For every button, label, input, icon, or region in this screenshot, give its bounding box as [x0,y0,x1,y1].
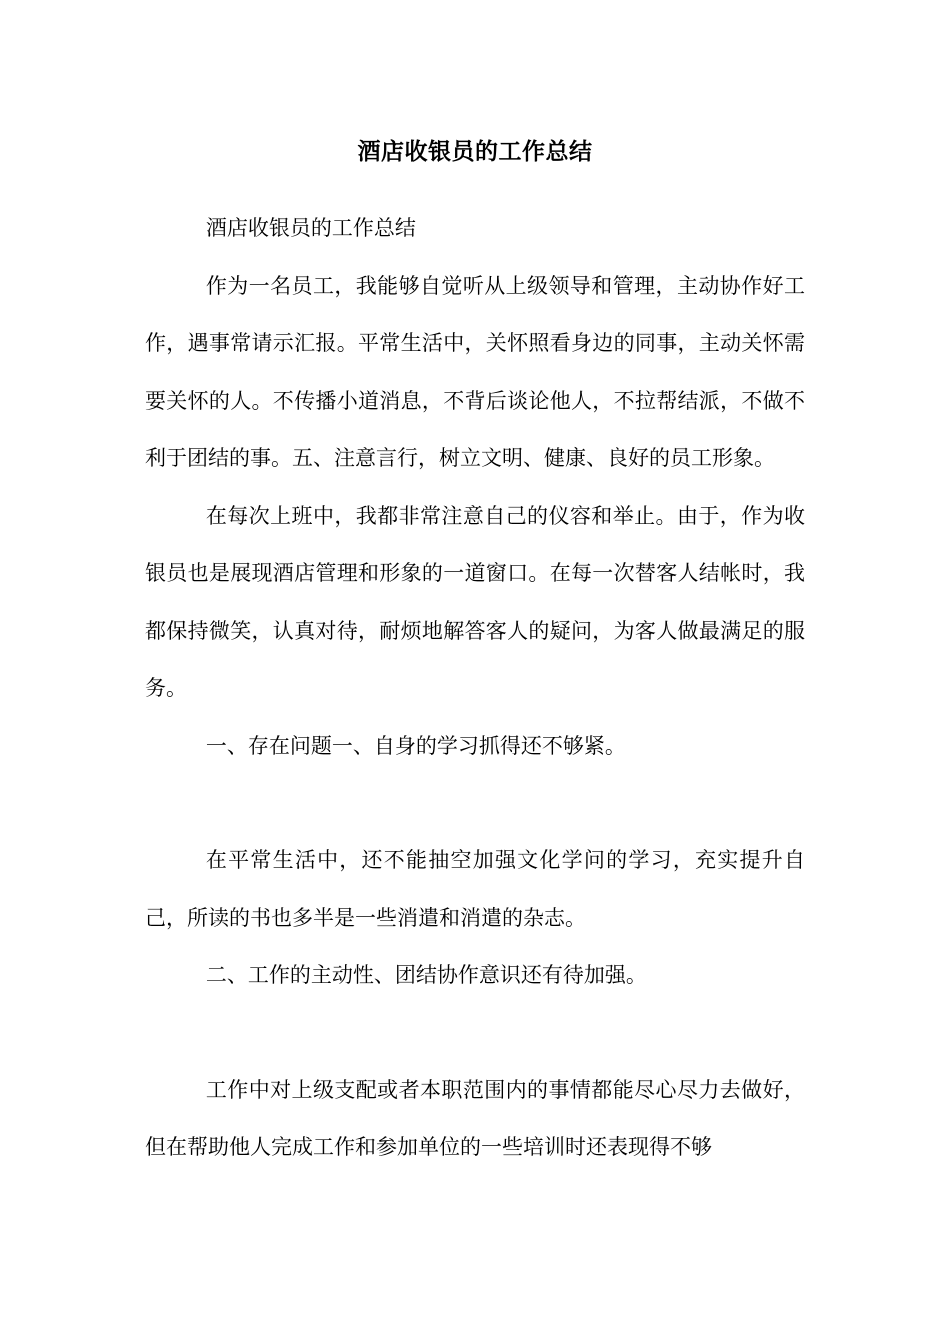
paragraph-initiative: 工作中对上级支配或者本职范围内的事情都能尽心尽力去做好，但在帮助他人完成工作和参加单位的一些培训时还表现得不够 [145,1077,805,1159]
paragraph-appearance: 在每次上班中，我都非常注意自己的仪容和举止。由于，作为收银员也是展现酒店管理和形象的一道窗口。在每一次替客人结帐时，我都保持微笑，认真对待，耐烦地解答客人的疑问，为客人做最满足的服务。 [145,503,805,700]
paragraph-spacer [145,775,805,832]
document-body [145,200,805,1177]
paragraph-subtitle: 酒店收银员的工作总结 [205,216,416,240]
paragraph-conduct: 作为一名员工，我能够自觉听从上级领导和管理，主动协作好工作，遇事常请示汇报。平常生活中，关怀照看身边的同事，主动关怀需要关怀的人。不传播小道消息，不背后谈论他人，不拉帮结派，不做不利于团结的事。五、注意言行，树立文明、健康、良好的员工形象。 [145,273,805,470]
paragraph-problem-two: 二、工作的主动性、团结协作意识还有待加强。 [205,963,647,987]
document-title: 酒店收银员的工作总结 [357,138,593,165]
paragraph-spacer [145,1005,805,1062]
paragraph-problem-one: 一、存在问题一、自身的学习抓得还不够紧。 [205,733,626,758]
paragraph-study: 在平常生活中，还不能抽空加强文化学问的学习，充实提升自己，所读的书也多半是一些消遣和消遣的杂志。 [145,848,805,930]
